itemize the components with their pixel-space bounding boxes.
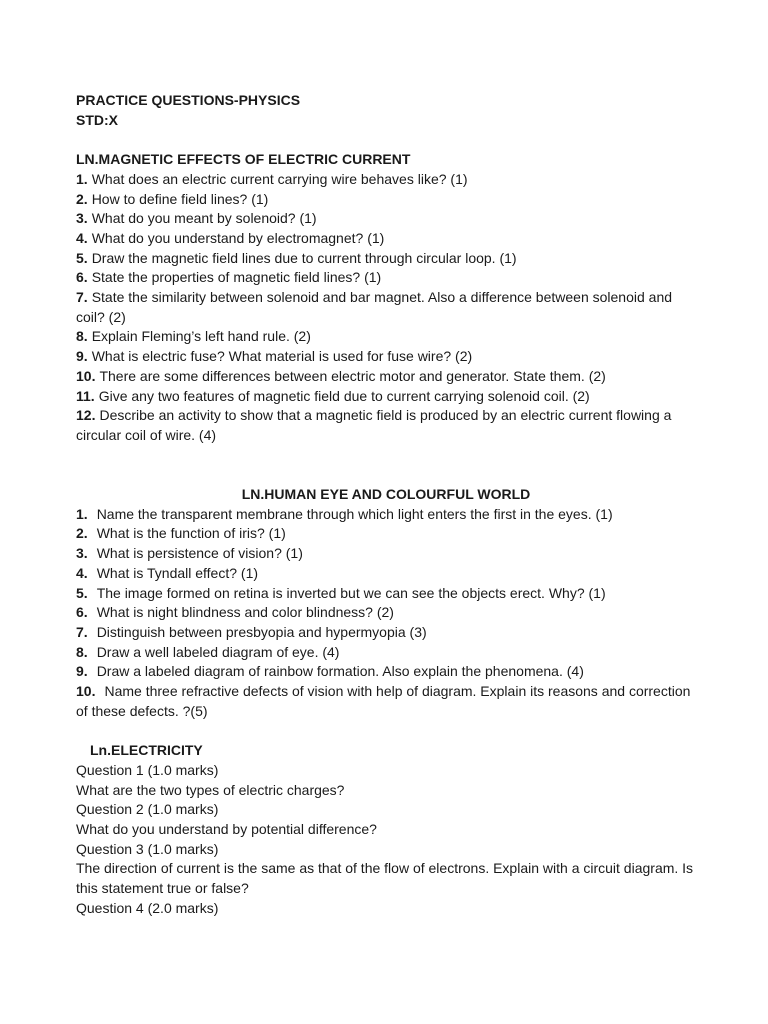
list-item <box>76 662 696 682</box>
list-item <box>76 524 696 544</box>
list-item: Question 4 (2.0 marks) <box>76 899 219 916</box>
question-text: What does an electric current carrying wire behaves like? (1) <box>91 170 468 187</box>
list-item: Question 3 (1.0 marks) <box>76 840 219 857</box>
question-number: 10. <box>76 367 96 384</box>
question-number: 4. <box>76 229 88 246</box>
list-item <box>76 406 696 445</box>
question-number: 1. <box>76 505 88 522</box>
question-number: 4. <box>76 564 88 581</box>
question-number: 12. <box>76 407 96 424</box>
question-number: 1. <box>76 170 88 187</box>
list-item: Question 2 (1.0 marks) <box>76 801 219 818</box>
list-item <box>76 584 696 604</box>
question-number: 8. <box>76 328 88 345</box>
question-number: 11. <box>76 387 95 404</box>
question-number: 6. <box>76 604 88 621</box>
question-number: 6. <box>76 269 88 286</box>
spacer <box>76 130 696 150</box>
question-text: Name the transparent membrane through which light enters the first in the eyes. (1) <box>96 505 613 522</box>
list-item <box>76 682 696 721</box>
question-text: What is Tyndall effect? (1) <box>96 564 259 581</box>
question-text: How to define field lines? (1) <box>91 190 269 207</box>
list-item <box>76 544 696 564</box>
section-heading-eye: LN.HUMAN EYE AND COLOURFUL WORLD <box>241 486 531 503</box>
question-number: 5. <box>76 249 88 266</box>
question-number: 3. <box>76 545 88 562</box>
list-item <box>76 623 696 643</box>
list-item <box>76 505 696 525</box>
question-number: 10. <box>76 683 96 700</box>
section-heading-magnetic: LN.MAGNETIC EFFECTS OF ELECTRIC CURRENT <box>76 151 411 168</box>
list-item: What do you understand by potential difference? <box>76 820 377 837</box>
question-text: What do you understand by electromagnet? (1) <box>91 229 385 246</box>
question-number: 9. <box>76 348 88 365</box>
question-text: What is electric fuse? What material is used for fuse wire? (2) <box>91 348 473 365</box>
list-item <box>76 347 696 367</box>
list-item <box>76 603 696 623</box>
spacer <box>76 721 696 741</box>
list-item <box>76 229 696 249</box>
question-text: Describe an activity to show that a magnetic field is produced by an electric current flowing a circular coil of wire. (4) <box>76 407 672 443</box>
question-text: What do you meant by solenoid? (1) <box>91 210 317 227</box>
question-text: What is persistence of vision? (1) <box>96 545 303 562</box>
list-item <box>76 643 696 663</box>
list-item <box>76 190 696 210</box>
question-text: There are some differences between electric motor and generator. State them. (2) <box>99 367 606 384</box>
list-item: Question 1 (1.0 marks) <box>76 761 219 778</box>
document-page <box>76 91 696 918</box>
question-list-electricity <box>76 761 696 919</box>
question-number: 2. <box>76 190 88 207</box>
standard-label: STD:X <box>76 111 118 128</box>
list-item: The direction of current is the same as that of the flow of electrons. Explain with a circuit diagram. Is this statement true or false? <box>76 860 694 897</box>
question-number: 3. <box>76 210 88 227</box>
section-heading-electricity: Ln.ELECTRICITY <box>90 742 203 759</box>
list-item: What are the two types of electric charges? <box>76 781 345 798</box>
list-item <box>76 387 696 407</box>
question-text: Name three refractive defects of vision with help of diagram. Explain its reasons and correction of these defects. ?(5) <box>76 683 691 719</box>
list-item <box>76 249 696 269</box>
question-number: 7. <box>76 623 88 640</box>
question-text: Give any two features of magnetic field due to current carrying solenoid coil. (2) <box>98 387 590 404</box>
spacer <box>76 446 696 485</box>
question-text: State the similarity between solenoid and bar magnet. Also a difference between solenoid and coil? (2) <box>76 289 673 325</box>
list-item <box>76 564 696 584</box>
list-item <box>76 268 696 288</box>
question-list-eye <box>76 505 696 722</box>
list-item <box>76 288 696 327</box>
question-text: Draw a labeled diagram of rainbow formation. Also explain the phenomena. (4) <box>96 663 584 680</box>
document-title: PRACTICE QUESTIONS-PHYSICS <box>76 92 301 108</box>
question-number: 9. <box>76 663 88 680</box>
list-item <box>76 327 696 347</box>
question-number: 7. <box>76 289 88 306</box>
question-text: Draw the magnetic field lines due to current through circular loop. (1) <box>91 249 517 266</box>
question-list-magnetic <box>76 170 696 446</box>
list-item <box>76 367 696 387</box>
question-number: 2. <box>76 525 88 542</box>
question-text: Draw a well labeled diagram of eye. (4) <box>96 643 340 660</box>
question-number: 8. <box>76 643 88 660</box>
list-item <box>76 209 696 229</box>
question-number: 5. <box>76 584 88 601</box>
question-text: Explain Fleming’s left hand rule. (2) <box>91 328 311 345</box>
question-text: Distinguish between presbyopia and hypermyopia (3) <box>96 623 427 640</box>
list-item <box>76 170 696 190</box>
question-text: What is night blindness and color blindness? (2) <box>96 604 394 621</box>
question-text: State the properties of magnetic field lines? (1) <box>91 269 382 286</box>
question-text: The image formed on retina is inverted but we can see the objects erect. Why? (1) <box>96 584 606 601</box>
question-text: What is the function of iris? (1) <box>96 525 286 542</box>
